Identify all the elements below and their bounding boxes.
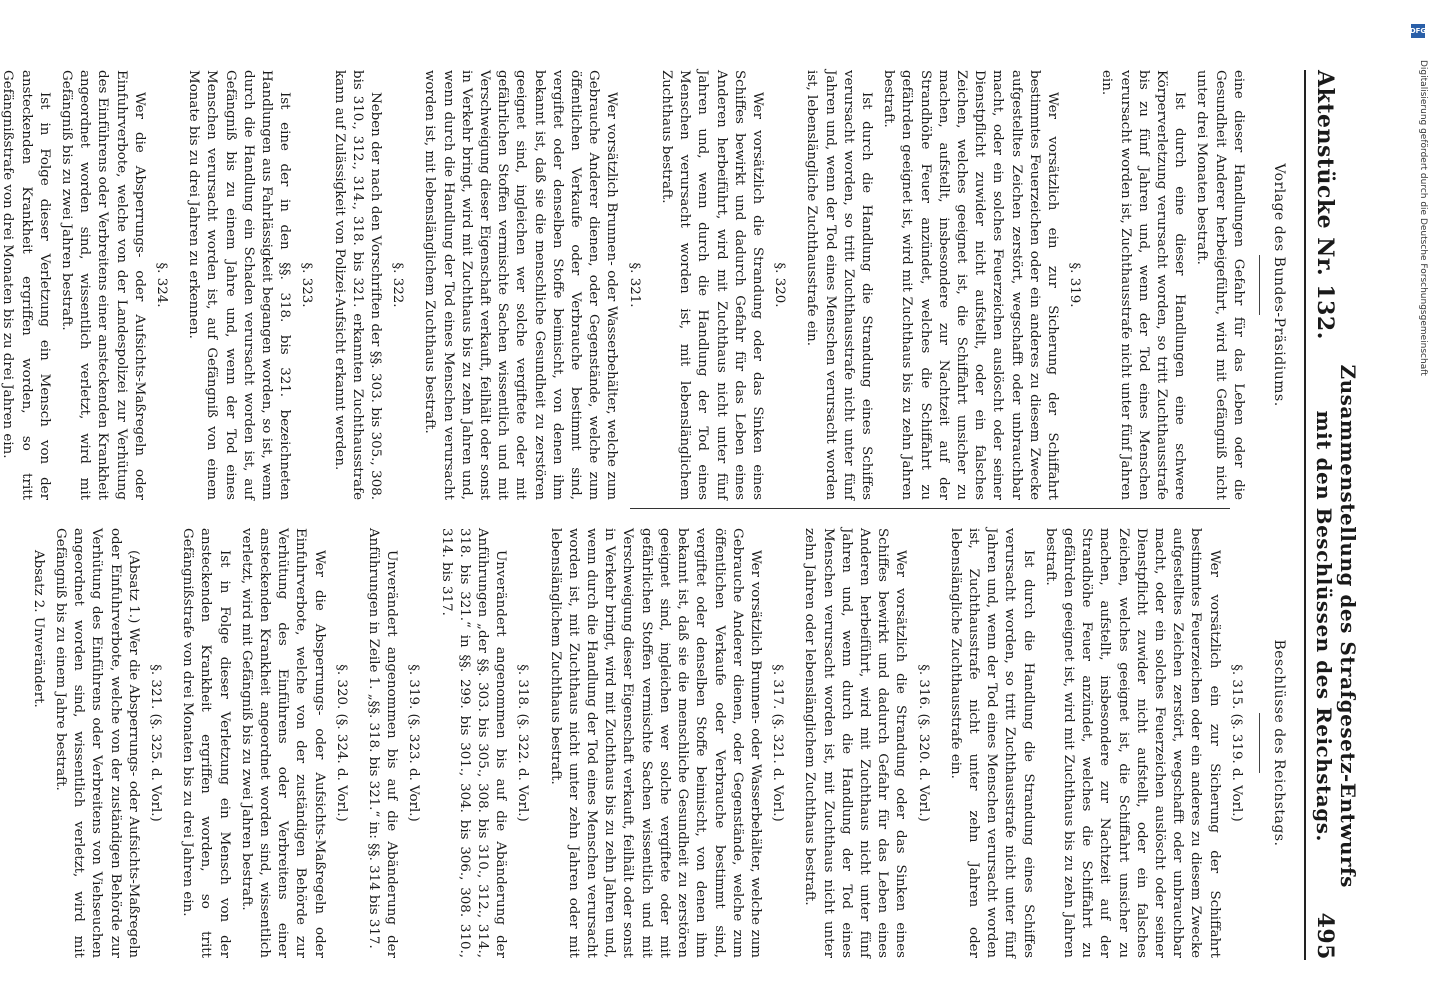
paragraph: Wer die Absperrungs- oder Aufsichts-Maßregeln oder Einfuhrverbote, welche von der zuständigen Behörde zur Verhütung des Einführens oder Verbreitens einer ansteckenden Krankheit angeordnet worden sind, wissentlich verletzt, wird mit Gefängniß bis zu zwei Jahren bestraft.	[238, 528, 327, 958]
left-heading-rule	[1259, 255, 1260, 315]
paragraph: eine dieser Handlungen Gefahr für das Leben oder die Gesundheit Anderer herbeigeführt, wird mit Gefängniß nicht unter drei Monaten bestraft.	[1194, 70, 1246, 500]
right-column-heading: Beschlüsse des Reichstags.	[1271, 639, 1287, 847]
paragraph: Wer vorsätzlich die Strandung oder das Sinken eines Schiffes bewirkt und dadurch Gefahr für das Leben eines Anderen herbeiführt, wird mit Zuchthaus nicht unter fünf Jahren und, wenn durch die Handlung der Tod eines Menschen verursacht worden ist, mit Zuchthaus nicht unter zehn Jahren oder lebenslänglichem Zuchthaus bestraft.	[802, 528, 909, 958]
section-heading: §. 320. (§. 324. d. Vorl.)	[333, 664, 349, 822]
section-heading: §. 322.	[390, 262, 406, 308]
paragraph: Unverändert angenommen bis auf die Abänderung der Anführungen „der §§. 303. bis 305., 308. bis 310., 312., 314., 318. bis 321.“ in §§. 299. bis 301., 304. bis 306., 308. 310., 314. bis 317.	[438, 528, 509, 958]
header-left: Aktenstücke Nr. 132.	[1312, 70, 1338, 340]
paragraph: Ist durch die Handlung die Strandung eines Schiffes verursacht worden, so tritt Zuchthausstrafe nicht unter fünf Jahren und, wenn der Tod eines Menschen verursacht worden ist, Zuchthausstrafe nicht unter zehn Jahren oder lebenslängliche Zuchthausstrafe ein.	[947, 528, 1036, 958]
paragraph: Wer vorsätzlich Brunnen- oder Wasserbehälter, welche zum Gebrauche Anderer dienen, oder Gegenstände, welche zum öffentlichen Verkaufe oder Verbrauche bestimmt sind, vergiftet oder denselben Stoffe beimischt, von denen ihm bekannt ist, daß sie die menschliche Gesundheit zu zerstören geeignet sind, ingleichen wer solche vergiftete oder mit gefährlichen Stoffen vermischte Sachen wissentlich und mit Verschweigung dieser Eigenschaft verkauft, feilhält oder sonst in Verkehr bringt, wird mit Zuchthaus bis zu zehn Jahren und, wenn durch die Handlung der Tod eines Menschen verursacht worden ist, mit Zuchthaus nicht unter zehn Jahren oder mit lebenslänglichem Zuchthaus bestraft.	[547, 528, 763, 958]
paragraph: Unverändert angenommen bis auf die Abänderung der Anführungen in Zeile 1. „§§. 318. bis 321.“ in: §§. 314 bis 317.	[366, 528, 400, 958]
section-heading: §. 324.	[154, 262, 170, 308]
paragraph: Wer vorsätzlich die Strandung oder das Sinken eines Schiffes bewirkt und dadurch Gefahr für das Leben eines Anderen herbeiführt, wird mit Zuchthaus nicht unter fünf Jahren und, wenn durch die Handlung der Tod eines Menschen verursacht worden ist, mit lebenslänglichem Zuchthaus bestraft.	[658, 70, 765, 500]
paragraph: Wer vorsätzlich ein zur Sicherung der Schiffahrt bestimmtes Feuerzeichen oder ein anderes zu diesem Zwecke aufgestelltes Zeichen zerstört, wegschafft oder unbrauchbar macht, oder ein solches Feuerzeichen auslöscht oder seiner Dienstpflicht zuwider nicht aufstellt, oder ein falsches Zeichen, welches geeignet ist, die Schiffahrt unsicher zu machen, aufstellt, insbesondere zur Nachtzeit auf der Strandhöhe Feuer anzündet, welches die Schiffahrt zu gefährden geeignet ist, wird mit Zuchthaus bis zu zehn Jahren bestraft.	[1042, 528, 1222, 958]
paragraph: Wer vorsätzlich Brunnen- oder Wasserbehälter, welche zum Gebrauche Anderer dienen, oder Gegenstände, welche zum öffentlichen Verkaufe oder Verbrauche bestimmt sind, vergiftet oder denselben Stoffe beimischt, von denen ihm bekannt ist, daß sie die menschliche Gesundheit zu zerstören geeignet sind, ingleichen wer solche vergiftete oder mit gefährlichen Stoffen vermischte Sachen wissentlich und mit Verschweigung dieser Eigenschaft verkauft, feilhält oder sonst in Verkehr bringt, wird mit Zuchthaus bis zu zehn Jahren und, wenn durch die Handlung der Tod eines Menschen verursacht worden ist, mit lebenslänglichem Zuchthaus bestraft.	[422, 70, 620, 500]
page-number: 495	[1312, 912, 1338, 960]
page-header	[1312, 70, 1360, 960]
paragraph: Absatz 2. Unverändert.	[30, 550, 46, 708]
column-divider	[630, 508, 1230, 509]
paragraph: Ist durch eine dieser Handlungen eine schwere Körperverletzung verursacht worden, so tritt Zuchthausstrafe bis zu fünf Jahren und, wenn der Tod eines Menschen verursacht worden ist, Zuchthausstrafe nicht unter fünf Jahren ein.	[1099, 70, 1188, 500]
section-heading: §. 318. (§. 322. d. Vorl.)	[515, 664, 531, 822]
digitization-credit: Digitalisierung gefördert durch die Deutsche Forschungsgemeinschaft	[1418, 60, 1428, 376]
section-heading: §. 323.	[299, 262, 315, 308]
paragraph: Ist eine der in den §§. 318. bis 321. bezeichneten Handlungen aus Fahrlässigkeit begangen worden, so ist, wenn durch die Handlung ein Schaden verursacht worden ist, auf Gefängniß bis zu einem Jahre und, wenn der Tod eines Menschen verursacht worden ist, auf Gefängniß von einem Monate bis zu drei Jahren zu erkennen.	[186, 70, 293, 500]
right-heading-rule	[1259, 713, 1260, 773]
right-column	[25, 528, 1290, 958]
section-heading: §. 320.	[772, 262, 788, 308]
header-rule	[1304, 70, 1306, 960]
left-column-heading: Vorlage des Bundes-Präsidiums.	[1271, 163, 1287, 407]
section-heading: §. 315. (§. 319. d. Vorl.)	[1228, 664, 1244, 822]
section-heading: §. 316. (§. 320. d. Vorl.)	[915, 664, 931, 822]
paragraph: Ist durch die Handlung die Strandung eines Schiffes verursacht worden, so tritt Zuchthausstrafe nicht unter fünf Jahren und, wenn der Tod eines Menschen verursacht worden ist, lebenslängliche Zuchthausstrafe ein.	[804, 70, 874, 500]
section-heading: §. 321. (§. 325. d. Vorl.)	[148, 664, 164, 822]
paragraph: Ist in Folge dieser Verletzung ein Mensch von der ansteckenden Krankheit ergriffen worden, so tritt Gefängnißstrafe von drei Monaten bis zu drei Jahren ein.	[180, 528, 232, 958]
left-column	[0, 70, 1290, 500]
section-heading: §. 319. (§. 323. d. Vorl.)	[406, 664, 422, 822]
paragraph: Neben der nach den Vorschriften der §§. 303. bis 305., 308. bis 310., 312., 314., 318. bis 321. erkannten Zuchthausstrafe kann auf Zulässigkeit von Polizei-Aufsicht erkannt werden.	[331, 70, 384, 500]
paragraph: Wer vorsätzlich ein zur Sicherung der Schiffahrt bestimmtes Feuerzeichen oder ein anderes zu diesem Zwecke aufgestelltes Zeichen zerstört, wegschafft oder unbrauchbar macht, oder ein solches Feuerzeichen auslöscht oder seiner Dienstpflicht zuwider nicht aufstellt, oder ein falsches Zeichen, welches geeignet ist, die Schiffahrt unsicher zu machen, aufstellt, insbesondere zur Nachtzeit auf der Strandhöhe Feuer anzündet, welches die Schiffahrt zu gefährden geeignet ist, wird mit Zuchthaus bis zu zehn Jahren bestraft.	[881, 70, 1060, 500]
section-heading: §. 317. (§. 321. d. Vorl.)	[770, 664, 786, 822]
dfg-logo: DFG	[1411, 24, 1425, 38]
header-title: Zusammenstellung des Strafgesetz-Entwurfs mit den Beschlüssen des Reichstags.	[1312, 364, 1360, 888]
section-heading: §. 321.	[626, 262, 642, 308]
paragraph: Ist in Folge dieser Verletzung ein Mensch von der ansteckenden Krankheit ergriffen worden, so tritt Gefängnißstrafe von drei Monaten bis zu drei Jahren ein.	[0, 70, 52, 500]
right-column-body	[29, 528, 1245, 958]
paragraph: (Absatz 1.) Wer die Absperrungs- oder Aufsichts-Maßregeln oder Einfuhrverbote, welche von der zuständigen Behörde zur Verhütung des Einführens oder Verbreitens von Viehseuchen angeordnet worden sind, wissentlich verletzt, wird mit Gefängniß bis zu einem Jahre bestraft.	[53, 528, 141, 958]
left-column-body	[0, 70, 1247, 500]
section-heading: §. 319.	[1067, 262, 1083, 308]
paragraph: Wer die Absperrungs- oder Aufsichts-Maßregeln oder Einfuhrverbote, welche von der Landespolizei zur Verhütung des Einführens oder Verbreitens einer ansteckenden Krankheit angeordnet worden sind, wissentlich verletzt, wird mit Gefängniß bis zu zwei Jahren bestraft.	[59, 70, 147, 500]
